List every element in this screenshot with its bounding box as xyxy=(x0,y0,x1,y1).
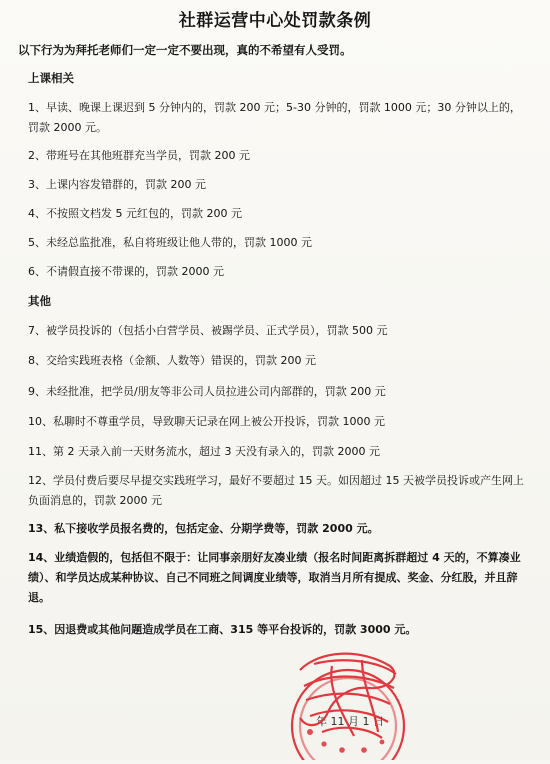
rule-item-5: 5、未经总监批准，私自将班级让他人带的，罚款 1000 元 xyxy=(28,236,312,249)
rule-item-11: 11、第 2 天录入前一天财务流水，超过 3 天没有录入的，罚款 2000 元 xyxy=(28,445,380,458)
rule-item-12: 12、学员付费后要尽早提交实践班学习，最好不要超过 15 天。如因超过 15 天被学员投诉或产生网上负面消息的，罚款 2000 元 xyxy=(28,474,524,507)
rule-item-1: 1、早读、晚课上课迟到 5 分钟内的，罚款 200 元；5-30 分钟的，罚款 1000 元；30 分钟以上的，罚款 2000 元。 xyxy=(28,101,521,134)
rule-item-10: 10、私聊时不尊重学员，导致聊天记录在网上被公开投诉，罚款 1000 元 xyxy=(28,415,385,428)
rule-item-15: 15、因退费或其他问题造成学员在工商、315 等平台投诉的，罚款 3000 元。 xyxy=(28,623,417,636)
section-heading-other: 其他 xyxy=(28,294,51,308)
company-seal-icon xyxy=(270,640,430,760)
signature-date: 年 11 月 1 日 xyxy=(316,715,384,728)
rule-item-8: 8、交给实践班表格（金额、人数等）错误的，罚款 200 元 xyxy=(28,354,316,367)
stamp-area xyxy=(270,640,430,760)
rule-item-6: 6、不请假直接不带课的，罚款 2000 元 xyxy=(28,265,224,278)
rule-item-4: 4、不按照文档发 5 元红包的，罚款 200 元 xyxy=(28,207,242,220)
rule-item-9: 9、未经批准，把学员/朋友等非公司人员拉进公司内部群的，罚款 200 元 xyxy=(28,385,386,398)
intro-text: 以下行为为拜托老师们一定一定不要出现，真的不希望有人受罚。 xyxy=(18,43,352,57)
rule-item-2: 2、带班号在其他班群充当学员，罚款 200 元 xyxy=(28,149,250,162)
rule-item-13: 13、私下接收学员报名费的，包括定金、分期学费等，罚款 2000 元。 xyxy=(28,522,379,535)
document-title: 社群运营中心处罚款条例 xyxy=(178,11,372,31)
rule-item-3: 3、上课内容发错群的，罚款 200 元 xyxy=(28,178,206,191)
rule-item-14: 14、业绩造假的，包括但不限于：让同事亲朋好友凑业绩（报名时间距离拆群超过 4 天的，不算凑业绩）、和学员达成某种协议、自己不同班之间调度业绩等，取消当月所有提成、奖金、分红股，并且辞退。 xyxy=(28,551,521,604)
section-heading-class: 上课相关 xyxy=(28,71,74,85)
rule-item-7: 7、被学员投诉的（包括小白营学员、被踢学员、正式学员），罚款 500 元 xyxy=(28,324,388,337)
